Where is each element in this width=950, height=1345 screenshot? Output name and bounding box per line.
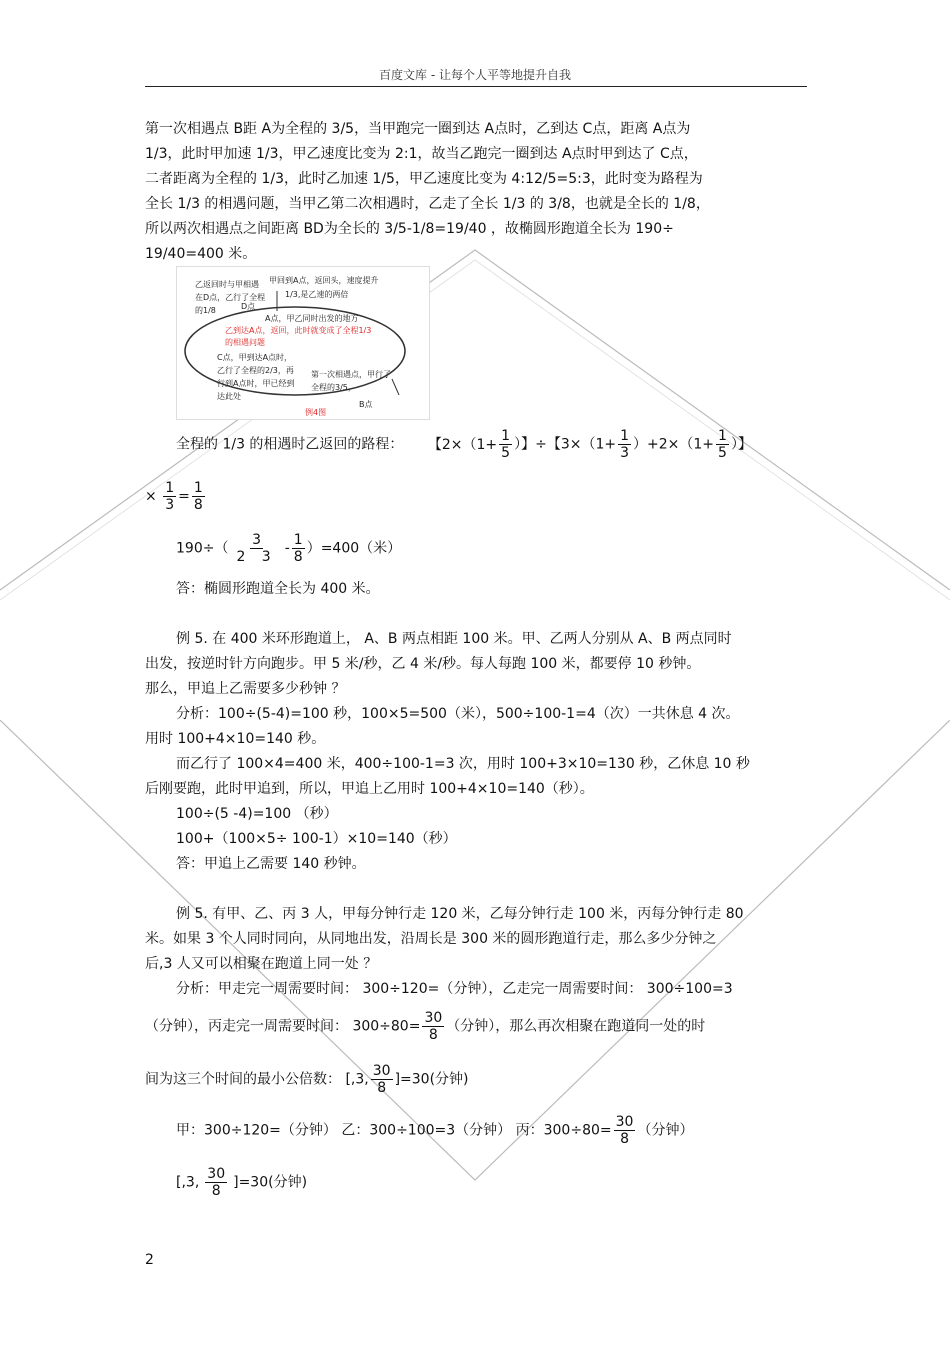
answer-1: 答：椭圆形跑道全长为 400 米。 [176,581,380,597]
fraction: $\frac{30}{8}$ [424,1010,443,1043]
text-line: 第一次相遇点 B距 A为全程的 3/5，当甲跑完一圈到达 A点时，乙到达 C点，距离 A点为 [145,121,691,137]
fraction: $\frac{1}{3}$ [165,480,175,513]
fraction: $\frac{1}{8}$ [193,480,203,513]
figure-label: 全程的3/5， [311,383,356,392]
text-line: 100÷(5 -4)=100 （秒） [176,806,338,822]
fraction: $\frac{1}{8}$ [293,532,303,565]
formula-text: 【2×（1+ [427,436,498,453]
fraction: $\frac{1}{5}$ [718,428,727,461]
figure-label: 的1/8 [195,306,216,315]
formula-return-distance [176,428,836,461]
figure-label: 甲回到A点，返回头，速度提升 [269,276,379,285]
formula-line: [,3, $\frac{30}{8}$ ]=30(分钟) [176,1166,308,1199]
formula-text: ）+2×（1+ [633,436,715,453]
text-line: 全长 1/3 的相遇问题，当甲乙第二次相遇时，乙走了全长 1/3 的 3/8，也就是全长的 1/8， [145,196,710,212]
figure-label: D点 [241,302,256,311]
figure-caption: 例4图 [305,408,327,417]
figure-label: 乙到达A点，返回，此时就变成了全程1/3 [225,326,372,335]
text-line: 二者距离为全程的 1/3，此时乙加速 1/5，甲乙速度比变为 4:12/5=5:3，此时变为路程为 [145,171,703,187]
text-line: 后刚要跑，此时甲追到，所以，甲追上乙用时 100+4×10=140（秒）。 [145,781,594,797]
text-line: 100+（100×5÷ 100-1）×10=140（秒） [176,831,457,847]
figure-label: C点，甲到达A点时， [217,353,293,362]
formula-text: 全程的 1/3 的相遇时乙返回的路程： [176,436,404,453]
page-number: 2 [145,1252,154,1268]
formula-line: 间为这三个时间的最小公倍数： [,3, $\frac{30}{8}$ ]=30(分钟) [145,1063,469,1096]
text-line: 答：甲追上乙需要 140 秒钟。 [176,856,366,872]
formula-text: - [284,540,290,557]
text-line: 1/3，此时甲加速 1/3，甲乙速度比变为 2:1，故当乙跑完一圈到达 A点时甲到达了 C点， [145,146,698,162]
fraction: $\frac{30}{8}$ [207,1166,226,1199]
text-line: 例 5. 有甲、乙、丙 3 人，甲每分钟行走 120 米，乙每分钟行走 100 米，丙每分钟行走 80 [176,906,744,922]
formula-line: 甲：300÷120=（分钟） 乙：300÷100=3（分钟） 丙：300÷80= $\frac{30}{8}$ （分钟） [176,1114,694,1147]
ellipse-track-figure [176,266,430,420]
fraction: $\frac{1}{3}$ [620,428,630,461]
figure-label: 乙返回时与甲相遇 [195,280,259,289]
text-line: 所以两次相遇点之间距离 BD为全长的 3/5-1/8=19/40 ，故椭圆形跑道全长为 190÷ [145,221,674,237]
text-line: 而乙行了 100×4=400 米，400÷100-1=3 次，用时 100+3×10=130 秒，乙休息 10 秒 [176,756,750,772]
text-line: 出发，按逆时针方向跑步。甲 5 米/秒，乙 4 米/秒。每人每跑 100 米，都要停 10 秒钟。 [145,656,701,672]
text-line: 用时 100+4×10=140 秒。 [145,731,326,747]
text-line: 后,3 人又可以相聚在跑道上同一处 ？ [145,956,378,972]
figure-label: 第一次相遇点，甲行了 [311,370,391,379]
formula-times [145,480,805,513]
text-line: 例 5. 在 400 米环形跑道上， A、B 两点相距 100 米。甲、乙两人分别从 A、B 两点同时 [176,631,732,647]
text-line: 分析：100÷(5-4)=100 秒，100×5=500（米），500÷100-1=4（次）一共休息 4 次。 [176,706,740,722]
text-line: 分析：甲走完一周需要时间： 300÷120=（分钟），乙走完一周需要时间： 300÷100=3 [176,981,733,997]
figure-label: 达此处 [217,392,241,401]
figure-label: A点，甲乙同时出发的地方 [265,314,359,323]
fraction: $\frac{30}{8}$ [372,1063,391,1096]
text-line: 19/40=400 米。 [145,246,257,262]
formula-text: = [178,488,190,505]
fraction: $\frac{30}{8}$ [615,1114,634,1147]
text-line: 那么，甲追上乙需要多少秒钟 ？ [145,681,346,697]
header-title: 百度文库 - 让每个人平等地提升自我 [379,68,571,82]
figure-label: 在D点，乙行了全程 [195,293,266,302]
formula-line: （分钟），丙走完一周需要时间： 300÷80= $\frac{30}{8}$ （分钟），那么再次相聚在跑道同一处的时 [145,1010,706,1043]
formula-text: × [145,488,157,505]
fraction: $\frac{3}{2 3}$ [236,532,277,565]
fraction: $\frac{1}{5}$ [501,428,511,461]
figure-label: B点 [359,400,373,409]
figure-label: 行到A点时，甲已经到 [217,379,295,388]
figure-label: 乙行了全程的2/3，再 [217,366,294,375]
text-line: 米。如果 3 个人同时同向，从同地出发，沿周长是 300 米的圆形跑道行走，那么多少分钟之 [145,931,717,947]
figure-label: 的相遇问题 [225,338,265,347]
formula-text: 190÷（ [176,540,229,557]
formula-text: ）】÷【3×（1+ [514,436,617,453]
figure-label: 1/3,是乙速的两倍 [285,290,349,299]
header-rule [145,86,807,87]
formula-text: ）=400（米） [306,540,402,557]
formula-total-length [176,532,836,565]
formula-text: ）】 [730,436,752,453]
